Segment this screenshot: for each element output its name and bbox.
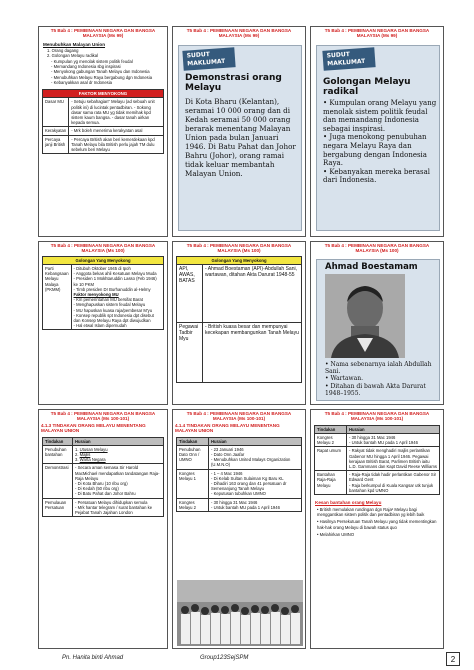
panel-header: T5 Bab 4 : PEMBINAAN NEGARA DAN BANGSA MALAYSIA (Ms 100) — [50, 243, 156, 254]
table-row: Demonstrasi - Secara aman semasa Sir Harold MacMichael mendapatkan tandatangan Raja-Raja Melayu - Di Kota Bharu (10 ribu org) - Di Kedah (50 ribu org) - Di Batu Pahat dan Johor Bahru — [43, 464, 164, 498]
sudut-maklumat-badge: SUDUT MAKLUMAT — [322, 47, 375, 71]
table-row: Dasar MU - Setuju sebahagian" Melayu (ad sebuah unit politik ini) di lucintak pentadbiran. - Sokong dasar sama rata MU yg tidak memihak kpd sistem kaum bangsa. - dasar tanah airkan kepada semua. — [43, 98, 164, 127]
info-bullets — [323, 99, 437, 185]
bullet-item: - Kumpulan yg menolak sistem politik feudal — [51, 59, 163, 64]
action-table: Tindakan Huraian Penubuhan bantahan 1. Utusan Melayu 2. Majlis 3. Warta Negara Demonstrasi - Secara aman semasa Sir Harold MacMichael mendapatkan tandatangan Raja-Raja Melayu - Di Kota Bharu (10 ribu org) - Di Kedah (50 ribu org) - Di Batu Pahat dan Johor Bahru Pemulauan Persatuan - Persatuan Melayu dihidupkan semula - Mrk hantar telegram / surat bantahan ke Pejabat Tanah Jajahan London — [42, 437, 164, 518]
info-bullet: • Nama sebenarnya ialah Abdullah Sani. — [325, 361, 432, 376]
bullet-item: - Memandang Indonesia sbg inspirasi — [51, 64, 163, 69]
bullet-item: - Menyokong gabungan Tanah Melayu dan Indonesia — [51, 69, 163, 74]
section-title: 4.1.3 TINDAKAN ORANG MELAYU MENENTANG MALAYAN UNION — [41, 422, 146, 434]
panel-header: T5 Bab 4 : PEMBINAAN NEGARA DAN BANGSA MALAYSIA (Ms 100) — [186, 243, 292, 254]
point-item: 2. Golongan Melayu radikal — [47, 53, 98, 59]
effect-title: Kesan bantahan orang Melayu — [315, 500, 382, 506]
table-row: Penubuhan Dato Onn / UMNO - 23 Januari 1946 - Dato Onn Jaafar - Menubuhkan United Malays Organization (U.M.N.O) — [177, 445, 302, 469]
action-table: Tindakan Huraian Penubuhan Dato Onn / UMNO - 23 Januari 1946 - Dato Onn Jaafar - Menubuhkan United Malays Organization (U.M.N.O) Kongres Melayu 1 - 1 – 4 Mac 1946 - Di Kelab Sultan Sulaiman Kg Baru KL - Dihadiri 163 orang dan 41 persatuan dr Semenanjung Tanah Melayu - Keputusan tubuhkan UMNO Kongres Melayu 2 - 30 hingga 31 Mac 1946 - Untuk bantah MU pada 1 April 1946 — [176, 437, 302, 512]
footer-group: Group123SejSPM — [200, 655, 249, 661]
point-item: 1. Orang dagang — [47, 47, 79, 53]
support-table — [42, 89, 164, 154]
table-row: Pegawai Tadbir Myu - British kuasa besar dan mempunyai kecekapan membangunkan Tanah Melayu — [177, 323, 302, 383]
panel-6 — [310, 241, 444, 405]
info-bullet: • Juga menokong penubuhan negara Melayu Raya dan bergabung dengan Indonesia Raya. — [323, 133, 427, 168]
support-table — [176, 256, 302, 383]
panel-7 — [38, 409, 168, 649]
portrait-photo — [325, 274, 405, 358]
table-row: Kongres Melayu 2 - 30 hingga 31 Mac 1946 - Untuk bantah MU pada 1 April 1946 — [177, 498, 302, 511]
table-row: Rapat umum - Rakyat tidak menghadiri majlis perlantikan Gabenor MU hingga 1 April 1946. Pegawai kerajaan British Barat, Parlimen British iaitu L.D. Gammans dan Kapt David Reese Williams — [315, 447, 440, 471]
panel-header: T5 Bab 4 : PEMBINAAN NEGARA DAN BANGSA MALAYSIA (Ms 99) — [50, 28, 156, 39]
action-table: Tindakan Huraian Kongres Melayu 2 - 30 hingga 31 Mac 1946 - Untuk bantah MU pada 1 April 1946 Rapat umum - Rakyat tidak menghadiri majlis perlantikan Gabenor MU hingga 1 April 1946. Pegawai kerajaan British Barat, Parlimen British iaitu L.D. Gammans dan Kapt David Reese Williams Bantahan Raja-Raja Melayu - Raja-Raja tidak hadir perlantikan Gabenor Sir Edward Gent - Raja berkumpul di Kuala Kangsar utk tunjuk bantahan kpd UMNO — [314, 425, 440, 495]
bullet-item: - Menubuhkan Melayu Raya bergabung dgn Indonesia — [51, 75, 163, 80]
table-row: Pemulauan Persatuan - Persatuan Melayu dihidupkan semula - Mrk hantar telegram / surat bantahan ke Pejabat Tanah Jajahan London — [43, 498, 164, 517]
crowd-photo — [177, 580, 303, 646]
panel-5 — [172, 241, 306, 405]
section-title: 4.1.4 TINDAKAN ORANG MELAYU MENENTANG MALAYAN UNION — [175, 422, 280, 434]
table-row: Percaya janji British - Percaya British akan beri kemerdekaan kpd Tanah Melayu bila British perlu jajah TM dulu sebelum beri Melayu — [43, 135, 164, 154]
panel-header: T5 Bab 4 : PEMBINAAN NEGARA DAN BANGSA MALAYSIA (Ms 99) — [186, 28, 292, 39]
sudut-maklumat-badge: SUDUT MAKLUMAT — [182, 47, 235, 71]
support-table — [42, 256, 164, 331]
page-number: 2 — [446, 652, 460, 666]
panel-header: T5 Bab 4 : PEMBINAAN NEGARA DAN BANGSA MALAYSIA (Ms 100-101) — [324, 411, 430, 422]
panel-4 — [38, 241, 168, 405]
panel-header: T5 Bab 4 : PEMBINAAN NEGARA DAN BANGSA MALAYSIA (Ms 100-101) — [186, 411, 292, 422]
table-row: Penubuhan bantahan 1. Utusan Melayu 2. Majlis 3. Warta Negara — [43, 445, 164, 464]
name-banner: Ahmad Boestamam — [325, 262, 418, 272]
effect-item: • Melahirkan UMNO — [317, 531, 355, 537]
panel-3 — [310, 26, 444, 237]
info-bullet: • Wartawan. — [325, 375, 364, 383]
table-row: Bantahan Raja-Raja Melayu - Raja-Raja tidak hadir perlantikan Gabenor Sir Edward Gent - Raja berkumpul di Kuala Kangsar utk tunjuk bantahan kpd UMNO — [315, 471, 440, 495]
panel-2 — [172, 26, 306, 237]
effect-item: • Hasilnya Persekutuan Tanah Melayu yang tidak mementingkan hak-hak orang Melayu di bawah status quo — [317, 519, 437, 530]
table-title: Golongan Yang Menyokong — [43, 256, 164, 264]
info-bullet: • Kebanyakan mereka berasal dari Indonesia. — [323, 167, 431, 185]
panel-header: T5 Bab 4 : PEMBINAAN NEGARA DAN BANGSA MALAYSIA (Ms 100) — [324, 243, 430, 254]
panel-header: T5 Bab 4 : PEMBINAAN NEGARA DAN BANGSA MALAYSIA (Ms 99) — [324, 28, 430, 39]
table-row: Kongres Melayu 2 - 30 hingga 31 Mac 1946 - Untuk bantah MU pada 1 April 1946 — [315, 434, 440, 447]
profile-bullets — [325, 361, 437, 397]
panel-subtitle: Menubuhkan Malayan Union — [43, 41, 106, 47]
panel-9 — [310, 409, 444, 649]
info-bullet: • Kumpulan orang Melayu yang menolak sistem politik feudal dan memandang Indonesia sebagai inspirasi. — [323, 99, 437, 133]
table-row: Parti Kebangsaan Melayu Malaya (PKMM) - Ditubuh Oktober 1945 di Ipoh - Anggota bekas ahli Kesatuan Melayu Muda - Presiden 1 Mokhtaruddin Lasso (Feb 1946) ke 10 PKM - Timb presiden Dr Burhanuddin al-Helmy Faktor menyokong MU - Km pemerintahan MU bersifat Barat - Menghapuskan sistem feudal Melayu - MU hapuskan kuasa raja/pembesar M'yu - Konsep republik spt Indonesia dpt disebut dan Konsep Melayu Raya dpt diwujudkan - Hal etwal Islam dipernudah — [43, 265, 164, 330]
panel-header: T5 Bab 4 : PEMBINAAN NEGARA DAN BANGSA MALAYSIA (Ms 100-101) — [50, 411, 156, 422]
table-row: API, AWAS, BATAS - Ahmad Boestaman (API)-Abdullah Sani, wartawan, ditahan Akta Darurat 1948-55 — [177, 265, 302, 323]
info-bullet: • Ditahan di bawah Akta Darurat 1948–1955. — [325, 382, 426, 397]
info-title: Demonstrasi orang Melayu — [185, 73, 282, 93]
panel-1 — [38, 26, 168, 237]
table-row: Kerakyatan - Mrk boleh menerima kerakyatan asal — [43, 127, 164, 135]
table-row: Kongres Melayu 1 - 1 – 4 Mac 1946 - Di Kelab Sultan Sulaiman Kg Baru KL - Dihadiri 163 orang dan 41 persatuan dr Semenanjung Tanah Melayu - Keputusan tubuhkan UMNO — [177, 469, 302, 498]
effect-item: • British memulakan rundingan dgn Raja² Melayu bagi menggantikan sistem politik dan pentadbiran yg lebih baik — [317, 507, 425, 518]
panel-8 — [172, 409, 306, 649]
table-title: FAKTOR MENYOKONG — [43, 90, 164, 98]
info-title: Golongan Melayu radikal — [323, 77, 411, 97]
table-title: Golongan Yang Menyokong — [177, 256, 302, 264]
info-body: Di Kota Bharu (Kelantan), seramai 10 000 orang dan di Kedah seramai 50 000 orang berarak menentang Malayan Union pada bulan Januari 1946. Di Batu Pahat dan Johor Bahru (Johor), orang ramai tidak keluar membantah Malayan Union. — [185, 97, 296, 178]
footer-author: Pn. Hanita binti Ahmad — [62, 655, 124, 661]
bullet-item: - Kebanyakkan asal dr Indonesia — [51, 80, 163, 85]
effect-list — [317, 507, 439, 537]
